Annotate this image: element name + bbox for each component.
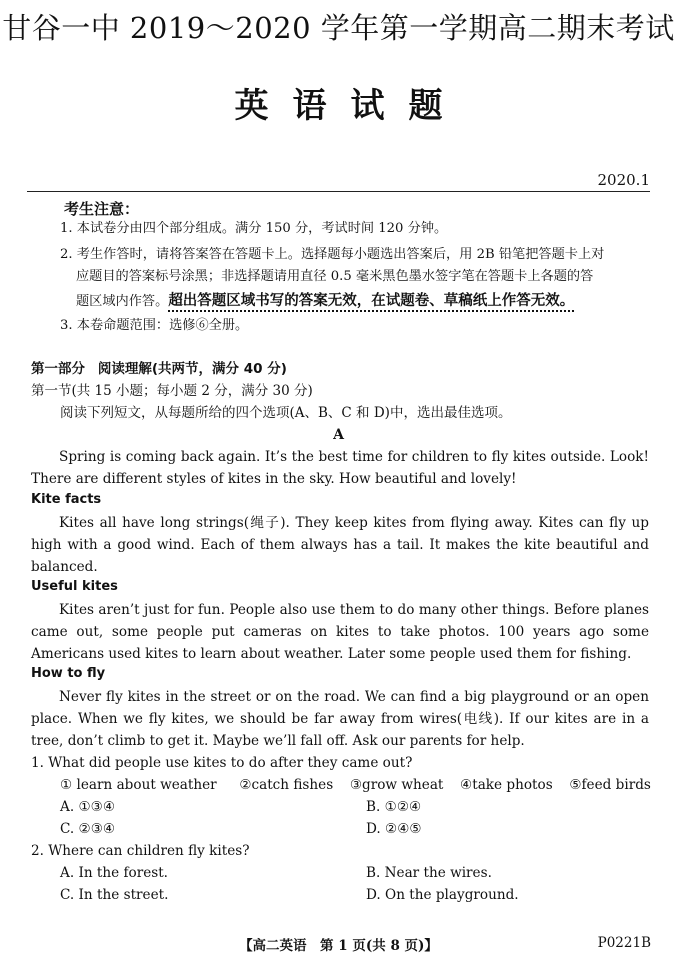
notice-heading: 考生注意： xyxy=(64,200,140,218)
part1-title xyxy=(31,359,287,380)
passage-letter: A xyxy=(333,427,344,443)
part1-heading: 阅读理解(共两节，满分 40 分) xyxy=(97,361,287,377)
heading-how-to-fly: How to fly xyxy=(31,666,106,681)
q1-option-b: B. ①②④ xyxy=(366,799,422,815)
paragraph-how-to-fly xyxy=(31,686,649,752)
part1-prefix: 第一部分 xyxy=(31,361,85,377)
question-1-stem: 1. What did people use kites to do after they came out? xyxy=(31,755,413,771)
paragraph-kite-facts-text: Kites all have long strings(绳子). They keep kites from flying away. Kites can fly up high with a good wind. Each of them always has a tail. It makes the kite beautiful and balanced. xyxy=(31,515,649,575)
paper-code: P0221B xyxy=(597,935,651,951)
passage-intro xyxy=(31,446,649,490)
q1-item-3: ③grow wheat xyxy=(349,777,444,793)
notice-emphasis: 超出答题区域书写的答案无效，在试题卷、草稿纸上作答无效。 xyxy=(168,293,575,309)
q2-option-b: B. Near the wires. xyxy=(366,865,492,881)
q2-option-d: D. On the playground. xyxy=(366,887,519,903)
question-2-stem: 2. Where can children fly kites? xyxy=(31,843,250,859)
notice-item-2-line-1: 2. 考生作答时，请将答案答在答题卡上。选择题每小题选出答案后，用 2B 铅笔把答题卡上对 xyxy=(60,247,605,262)
q2-option-c: C. In the street. xyxy=(60,887,169,903)
q1-option-c: C. ②③④ xyxy=(60,821,116,837)
q1-item-5: ⑤feed birds xyxy=(569,777,651,793)
heading-useful-kites: Useful kites xyxy=(31,579,118,594)
notice-item-3: 3. 本卷命题范围：选修⑥全册。 xyxy=(60,318,249,333)
notice-item-2-plain: 题区域内作答。 xyxy=(76,294,169,309)
q1-option-a: A. ①③④ xyxy=(60,799,116,815)
notice-item-2-line-3 xyxy=(76,290,574,313)
page-footer: 【高二英语 第 1 页(共 8 页)】 xyxy=(239,938,438,954)
section1-title: 第一节(共 15 小题；每小题 2 分，满分 30 分) xyxy=(31,383,313,399)
heading-kite-facts: Kite facts xyxy=(31,492,102,507)
passage-intro-text: Spring is coming back again. It’s the best time for children to fly kites outside. Look! There are different styles of kites in the sky. How beautiful and lovely! xyxy=(31,449,649,487)
paragraph-how-to-fly-text: Never fly kites in the street or on the road. We can find a big playground or an open place. When we fly kites, we should be far away from wires(电线). If our kites are in a tree, don’t climb to get it. Maybe we’ll fall off. Ask our parents for help. xyxy=(31,689,649,749)
exam-date: 2020.1 xyxy=(597,171,650,189)
q1-item-4: ④take photos xyxy=(460,777,553,793)
paragraph-kite-facts xyxy=(31,512,649,578)
question-1-items xyxy=(60,774,651,796)
header-divider xyxy=(27,191,650,192)
paragraph-useful-kites-text: Kites aren’t just for fun. People also use them to do many other things. Before planes came out, some people put cameras on kites to take photos. 100 years ago some Americans used kites to learn about weather. Later some people used them for fishing. xyxy=(31,602,649,662)
school-title: 甘谷一中 2019～2020 学年第一学期高二期末考试 xyxy=(2,11,675,45)
notice-item-2-line-2: 应题目的答案标号涂黑；非选择题请用直径 0.5 毫米黑色墨水签字笔在答题卡上各题的答 xyxy=(76,269,594,284)
q1-item-2: ②catch fishes xyxy=(239,777,334,793)
q1-option-d: D. ②④⑤ xyxy=(366,821,422,837)
q1-item-1: ① learn about weather xyxy=(60,777,217,793)
notice-item-1: 1. 本试卷分由四个部分组成。满分 150 分，考试时间 120 分钟。 xyxy=(60,221,448,236)
q2-option-a: A. In the forest. xyxy=(60,865,169,881)
subject-title: 英语试题 xyxy=(234,86,467,126)
paragraph-useful-kites xyxy=(31,599,649,665)
reading-instruction: 阅读下列短文，从每题所给的四个选项(A、B、C 和 D)中，选出最佳选项。 xyxy=(60,405,512,421)
